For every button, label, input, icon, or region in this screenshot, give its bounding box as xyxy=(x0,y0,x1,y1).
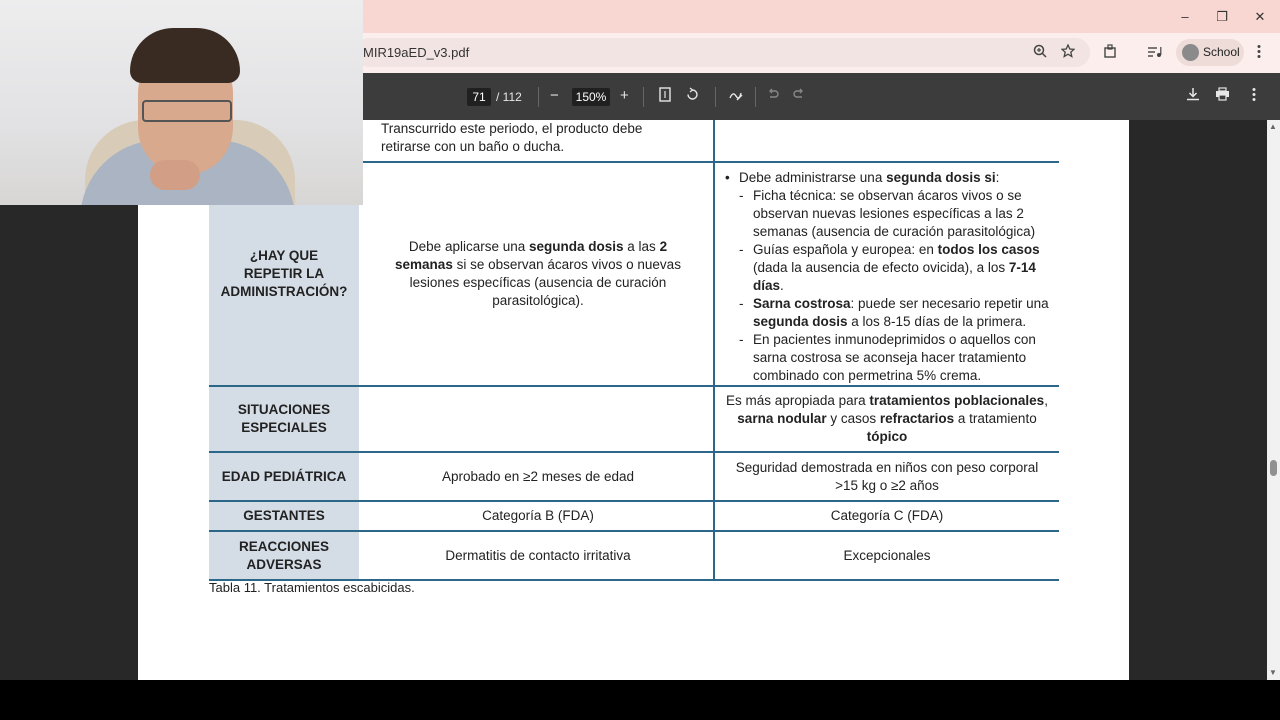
vertical-scrollbar[interactable] xyxy=(1267,120,1280,680)
row-header: REACCIONES ADVERSAS xyxy=(209,531,359,580)
menu-icon[interactable] xyxy=(1256,44,1262,62)
page-total: / 112 xyxy=(496,90,522,104)
rotate-icon[interactable] xyxy=(685,87,700,107)
cell-col2: Categoría C (FDA) xyxy=(714,501,1059,531)
table-row xyxy=(209,386,1059,452)
cell-col1: Dermatitis de contacto irritativa xyxy=(363,531,714,580)
extensions-icon[interactable] xyxy=(1103,44,1118,62)
list-item: - En pacientes inmunodeprimidos o aquellos con sarna costrosa se aconseja hacer tratamiento combinado con permetrina 5% crema. xyxy=(739,331,1049,385)
toolbar-divider xyxy=(538,87,539,107)
table-caption: Tabla 11. Tratamientos escabicidas. xyxy=(209,580,415,595)
person-hair xyxy=(130,28,240,83)
bullet-list xyxy=(725,169,1049,385)
toolbar-divider xyxy=(715,87,716,107)
cell-col2: Excepcionales xyxy=(714,531,1059,580)
download-icon[interactable] xyxy=(1186,87,1200,106)
cell-col1 xyxy=(363,386,714,452)
cell-col2 xyxy=(714,120,1059,162)
table-row xyxy=(209,501,1059,531)
zoom-out-button[interactable]: − xyxy=(550,87,559,104)
star-icon[interactable] xyxy=(1061,44,1075,61)
maximize-button[interactable]: ❐ xyxy=(1216,9,1228,24)
table-row xyxy=(209,531,1059,580)
profile-name: School xyxy=(1203,45,1240,59)
cell-col1: Debe aplicarse una segunda dosis a las 2 semanas si se observan ácaros vivos o nuevas lesiones específicas (ausencia de curación parasitológica). xyxy=(363,162,714,386)
webcam-overlay xyxy=(0,0,363,205)
page-number-input[interactable]: 71 xyxy=(467,88,491,106)
toolbar-divider xyxy=(643,87,644,107)
profile-chip[interactable] xyxy=(1176,39,1244,66)
row-header: GESTANTES xyxy=(209,501,359,531)
list-item: • Debe administrarse una segunda dosis si: - Ficha técnica: se observan ácaros vivos o se observan nuevas lesiones específicas a las 2 semanas (ausencia de curación parasitológica) - Guías española y europea: en todos los casos (dada la ausencia de efecto ovicida), a los 7-14 días. - Sarna costrosa: puede ser necesario repetir una segunda dosis a los 8-15 días de la primera. - En pacientes inmunodeprimidos o aquellos con sarna costrosa se aconseja hacer tratamiento combinado con permetrina 5% crema. xyxy=(725,169,1049,385)
annotate-icon[interactable] xyxy=(728,87,743,107)
address-bar[interactable] xyxy=(355,38,1090,67)
table-row xyxy=(209,452,1059,501)
cell-col1: Categoría B (FDA) xyxy=(363,501,714,531)
undo-icon[interactable] xyxy=(766,87,779,105)
list-item: - Guías española y europea: en todos los casos (dada la ausencia de efecto ovicida), a los 7-14 días. xyxy=(739,241,1049,295)
zoom-icon[interactable] xyxy=(1033,44,1047,61)
row-header: SITUACIONES ESPECIALES xyxy=(209,386,359,452)
row-header: ¿HAY QUE REPETIR LA ADMINISTRACIÓN? xyxy=(209,162,359,386)
zoom-level-input[interactable]: 150% xyxy=(572,88,610,106)
person-glasses xyxy=(142,100,232,122)
media-icon[interactable] xyxy=(1147,44,1162,62)
row-header: EDAD PEDIÁTRICA xyxy=(209,452,359,501)
url-text: MIR19aED_v3.pdf xyxy=(363,45,470,60)
scroll-down-icon[interactable]: ▼ xyxy=(1269,668,1277,677)
fit-page-icon[interactable] xyxy=(659,87,671,107)
list-item: - Ficha técnica: se observan ácaros vivos o se observan nuevas lesiones específicas a las 2 semanas (ausencia de curación parasitológica) xyxy=(739,187,1049,241)
scroll-up-icon[interactable]: ▲ xyxy=(1269,122,1277,131)
list-item: - Sarna costrosa: puede ser necesario repetir una segunda dosis a los 8-15 días de la primera. xyxy=(739,295,1049,331)
redo-icon[interactable] xyxy=(793,87,806,105)
dash-list xyxy=(739,187,1049,385)
cell-col1: Aprobado en ≥2 meses de edad xyxy=(363,452,714,501)
cell-col1: Transcurrido este periodo, el producto debe retirarse con un baño o ducha. xyxy=(363,120,714,162)
print-icon[interactable] xyxy=(1215,87,1230,106)
avatar xyxy=(1182,44,1199,61)
cell-col2: Seguridad demostrada en niños con peso corporal >15 kg o ≥2 años xyxy=(714,452,1059,501)
more-icon[interactable] xyxy=(1251,87,1257,107)
person-hand xyxy=(150,160,200,190)
close-window-button[interactable]: ✕ xyxy=(1254,9,1266,24)
scrollbar-thumb[interactable] xyxy=(1270,460,1277,476)
bottom-letterbox xyxy=(0,680,1280,720)
toolbar-divider xyxy=(755,87,756,107)
cell-col2: Es más apropiada para tratamientos poblacionales, sarna nodular y casos refractarios a tratamiento tópico xyxy=(714,386,1059,452)
zoom-in-button[interactable]: + xyxy=(620,87,629,104)
minimize-button[interactable]: – xyxy=(1181,9,1189,24)
cell-col2 xyxy=(714,162,1059,386)
